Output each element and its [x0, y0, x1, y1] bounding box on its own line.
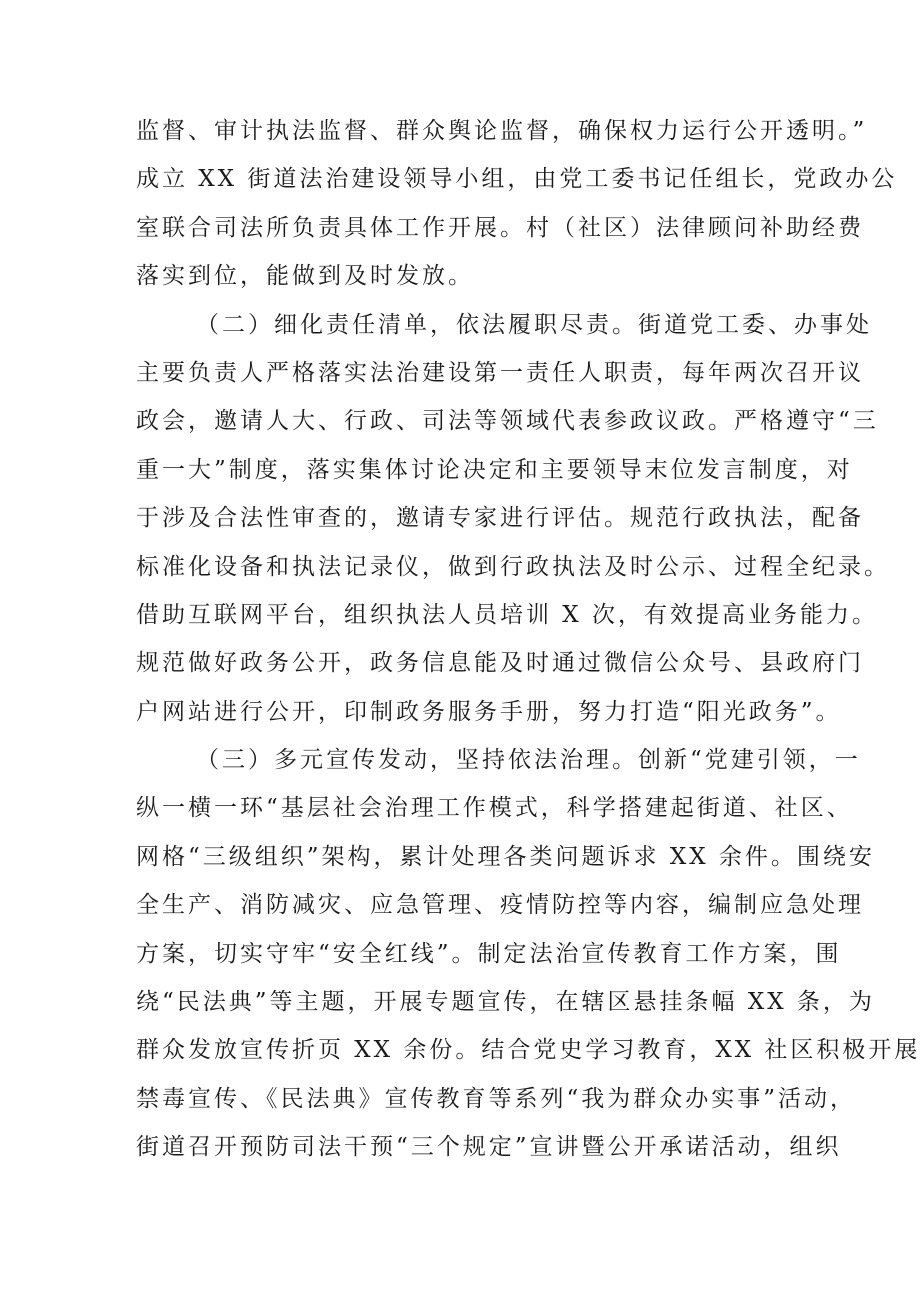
text-line: 方案，切实守牢“安全红线”。制定法治宣传教育工作方案，围	[136, 940, 842, 967]
text-line: 借助互联网平台，组织执法人员培训 X 次，有效提高业务能力。	[136, 601, 878, 628]
section-heading-line: （三）多元宣传发动，坚持依法治理。创新“党建引领，一	[196, 747, 861, 774]
text-line: 监督、审计执法监督、群众舆论监督，确保权力运行公开透明。”	[136, 118, 868, 144]
document-body	[136, 107, 920, 1172]
text-line: 户网站进行公开，印制政务服务手册，努力打造“阳光政务”。	[136, 698, 842, 725]
text-line: 室联合司法所负责具体工作开展。村（社区）法律顾问补助经费	[136, 214, 864, 241]
text-line: 纵一横一环“基层社会治理工作模式，科学搭建起街道、社区、	[136, 795, 853, 822]
text-line: 全生产、消防减灾、应急管理、疫情防控等内容，编制应急处理	[136, 892, 864, 919]
text-line: 成立 XX 街道法治建设领导小组，由党工委书记任组长，党政办公	[136, 166, 898, 193]
text-line: 落实到位，能做到及时发放。	[136, 263, 474, 290]
text-line: 主要负责人严格落实法治建设第一责任人职责，每年两次召开议	[136, 359, 864, 386]
text-line: 标准化设备和执法记录仪，做到行政执法及时公示、过程全纪录。	[136, 553, 890, 580]
text-line: 禁毒宣传、《民法典》宣传教育等系列“我为群众办实事”活动，	[136, 1085, 857, 1112]
text-line: 网格“三级组织”架构，累计处理各类问题诉求 XX 余件。围绕安	[136, 843, 875, 870]
text-line: 街道召开预防司法干预“三个规定”宣讲暨公开承诺活动，组织	[136, 1134, 842, 1161]
text-line: 重一大”制度，落实集体讨论决定和主要领导末位发言制度，对	[136, 456, 853, 483]
text-line: 规范做好政务公开，政务信息能及时通过微信公众号、县政府门	[136, 650, 864, 677]
text-line: 绕“民法典”等主题，开展专题宣传，在辖区悬挂条幅 XX 条，为	[136, 989, 875, 1016]
text-line: 政会，邀请人大、行政、司法等领域代表参政议政。严格遵守“三	[136, 408, 879, 435]
text-line: 群众发放宣传折页 XX 余份。结合党史学习教育，XX 社区积极开展	[136, 1037, 920, 1064]
text-line: 于涉及合法性审查的，邀请专家进行评估。规范行政执法，配备	[136, 505, 864, 532]
section-heading-line: （二）细化责任清单，依法履职尽责。街道党工委、办事处	[196, 311, 872, 338]
